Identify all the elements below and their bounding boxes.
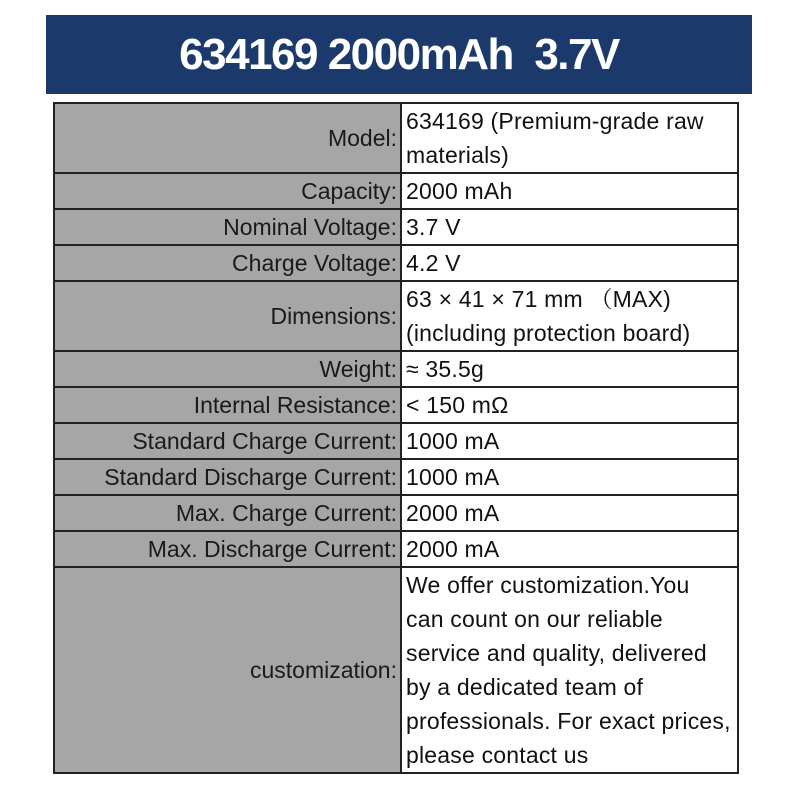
spec-value: 634169 (Premium-grade raw materials) [401, 103, 738, 173]
spec-row-dimensions [54, 281, 738, 351]
spec-label: Capacity: [54, 173, 401, 209]
spec-value: 3.7 V [401, 209, 738, 245]
spec-value: 4.2 V [401, 245, 738, 281]
spec-value: We offer customization.You can count on our reliable service and quality, delivered by a dedicated team of professionals. For exact prices, please contact us [401, 567, 738, 773]
spec-row-weight [54, 351, 738, 387]
spec-label: Model: [54, 103, 401, 173]
spec-value: 2000 mA [401, 531, 738, 567]
spec-value: 1000 mA [401, 423, 738, 459]
page-title: 634169 2000mAh 3.7V [179, 29, 619, 79]
title-banner [46, 15, 752, 94]
spec-label: Dimensions: [54, 281, 401, 351]
spec-label: Nominal Voltage: [54, 209, 401, 245]
spec-row-capacity [54, 173, 738, 209]
spec-label: Standard Discharge Current: [54, 459, 401, 495]
spec-value: 2000 mAh [401, 173, 738, 209]
spec-label: Max. Charge Current: [54, 495, 401, 531]
spec-row-nominal-voltage [54, 209, 738, 245]
spec-label: customization: [54, 567, 401, 773]
spec-label: Internal Resistance: [54, 387, 401, 423]
spec-value: 63 × 41 × 71 mm （MAX) (including protection board) [401, 281, 738, 351]
spec-label: Standard Charge Current: [54, 423, 401, 459]
spec-label: Weight: [54, 351, 401, 387]
spec-value: < 150 mΩ [401, 387, 738, 423]
spec-label: Max. Discharge Current: [54, 531, 401, 567]
spec-row-model [54, 103, 738, 173]
spec-value: 1000 mA [401, 459, 738, 495]
spec-row-standard-charge-current [54, 423, 738, 459]
spec-row-max-charge-current [54, 495, 738, 531]
spec-value: ≈ 35.5g [401, 351, 738, 387]
spec-table [53, 102, 739, 774]
spec-row-charge-voltage [54, 245, 738, 281]
spec-row-internal-resistance [54, 387, 738, 423]
spec-row-standard-discharge-current [54, 459, 738, 495]
spec-row-customization [54, 567, 738, 773]
spec-label: Charge Voltage: [54, 245, 401, 281]
spec-row-max-discharge-current [54, 531, 738, 567]
spec-value: 2000 mA [401, 495, 738, 531]
